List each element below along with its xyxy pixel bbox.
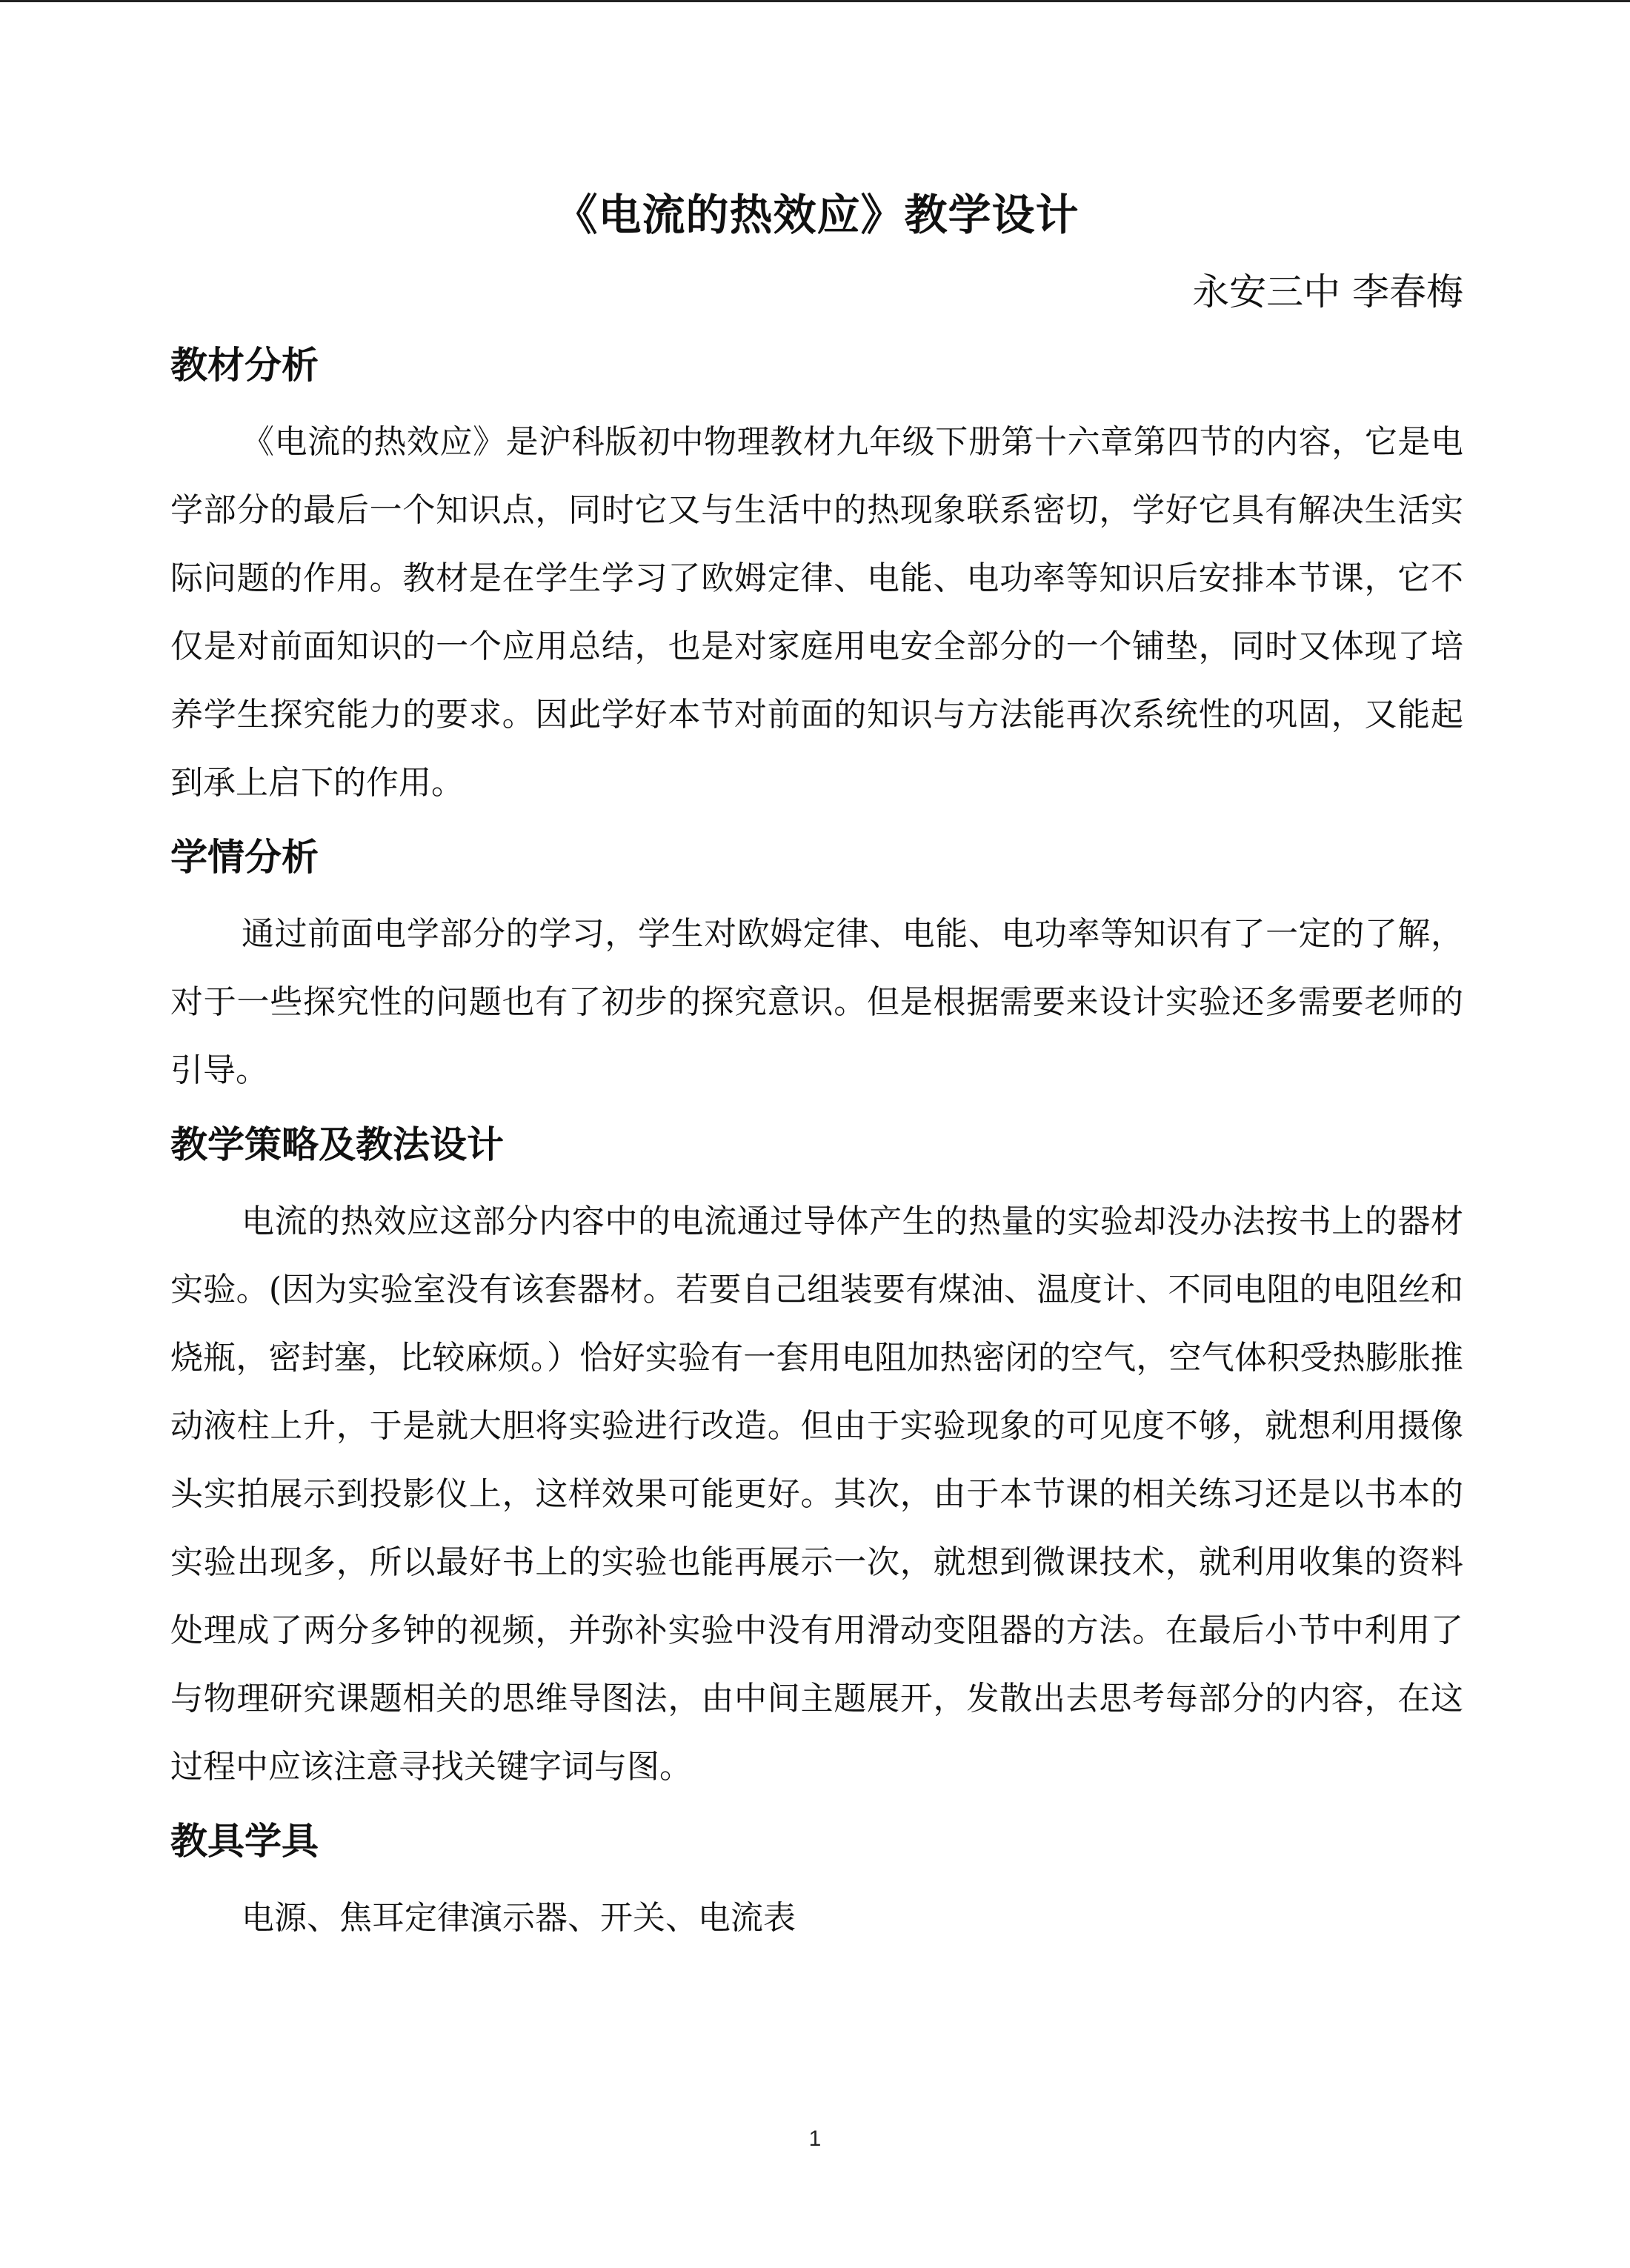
section-heading: 学情分析 — [170, 836, 319, 879]
top-border-line — [0, 0, 1630, 2]
document-page — [170, 182, 1463, 1952]
section-paragraph: 通过前面电学部分的学习，学生对欧姆定律、电能、电功率等知识有了一定的了解，对于一些探究性的问题也有了初步的探究意识。但是根据需要来设计实验还多需要老师的引导。 — [170, 915, 1463, 1089]
page-number: 1 — [808, 2126, 822, 2151]
document-author: 永安三中 李春梅 — [1192, 270, 1463, 313]
section-heading: 教具学具 — [170, 1820, 319, 1863]
document-title: 《电流的热效应》教学设计 — [554, 190, 1080, 240]
section-paragraph: 电流的热效应这部分内容中的电流通过导体产生的热量的实验却没办法按书上的器材实验。(因为实验室没有该套器材。若要自己组装要有煤油、温度计、不同电阻的电阻丝和烧瓶，密封塞，比较麻烦。）恰好实验有一套用电阻加热密闭的空气，空气体积受热膨胀推动液柱上升，于是就大胆将实验进行改造。但由于实验现象的可见度不够，就想利用摄像头实拍展示到投影仪上，这样效果可能更好。其次，由于本节课的相关练习还是以书本的实验出现多，所以最好书上的实验也能再展示一次，就想到微课技术，就利用收集的资料处理成了两分多钟的视频，并弥补实验中没有用滑动变阻器的方法。在最后小节中利用了与物理研究课题相关的思维导图法，由中间主题展开，发散出去思考每部分的内容，在这过程中应该注意寻找关键字词与图。 — [170, 1203, 1463, 1786]
section-teaching-aids — [170, 1806, 1463, 1952]
section-heading: 教学策略及教法设计 — [170, 1123, 504, 1166]
section-heading: 教材分析 — [170, 344, 319, 387]
section-teaching-strategy — [170, 1109, 1463, 1801]
section-paragraph: 《电流的热效应》是沪科版初中物理教材九年级下册第十六章第四节的内容，它是电学部分的最后一个知识点，同时它又与生活中的热现象联系密切，学好它具有解决生活实际问题的作用。教材是在学生学习了欧姆定律、电能、电功率等知识后安排本节课，它不仅是对前面知识的一个应用总结，也是对家庭用电安全部分的一个铺垫，同时又体现了培养学生探究能力的要求。因此学好本节对前面的知识与方法能再次系统性的巩固，又能起到承上启下的作用。 — [170, 423, 1463, 802]
section-student-analysis — [170, 822, 1463, 1105]
section-textbook-analysis — [170, 330, 1463, 817]
section-paragraph: 电源、焦耳定律演示器、开关、电流表 — [242, 1899, 796, 1937]
